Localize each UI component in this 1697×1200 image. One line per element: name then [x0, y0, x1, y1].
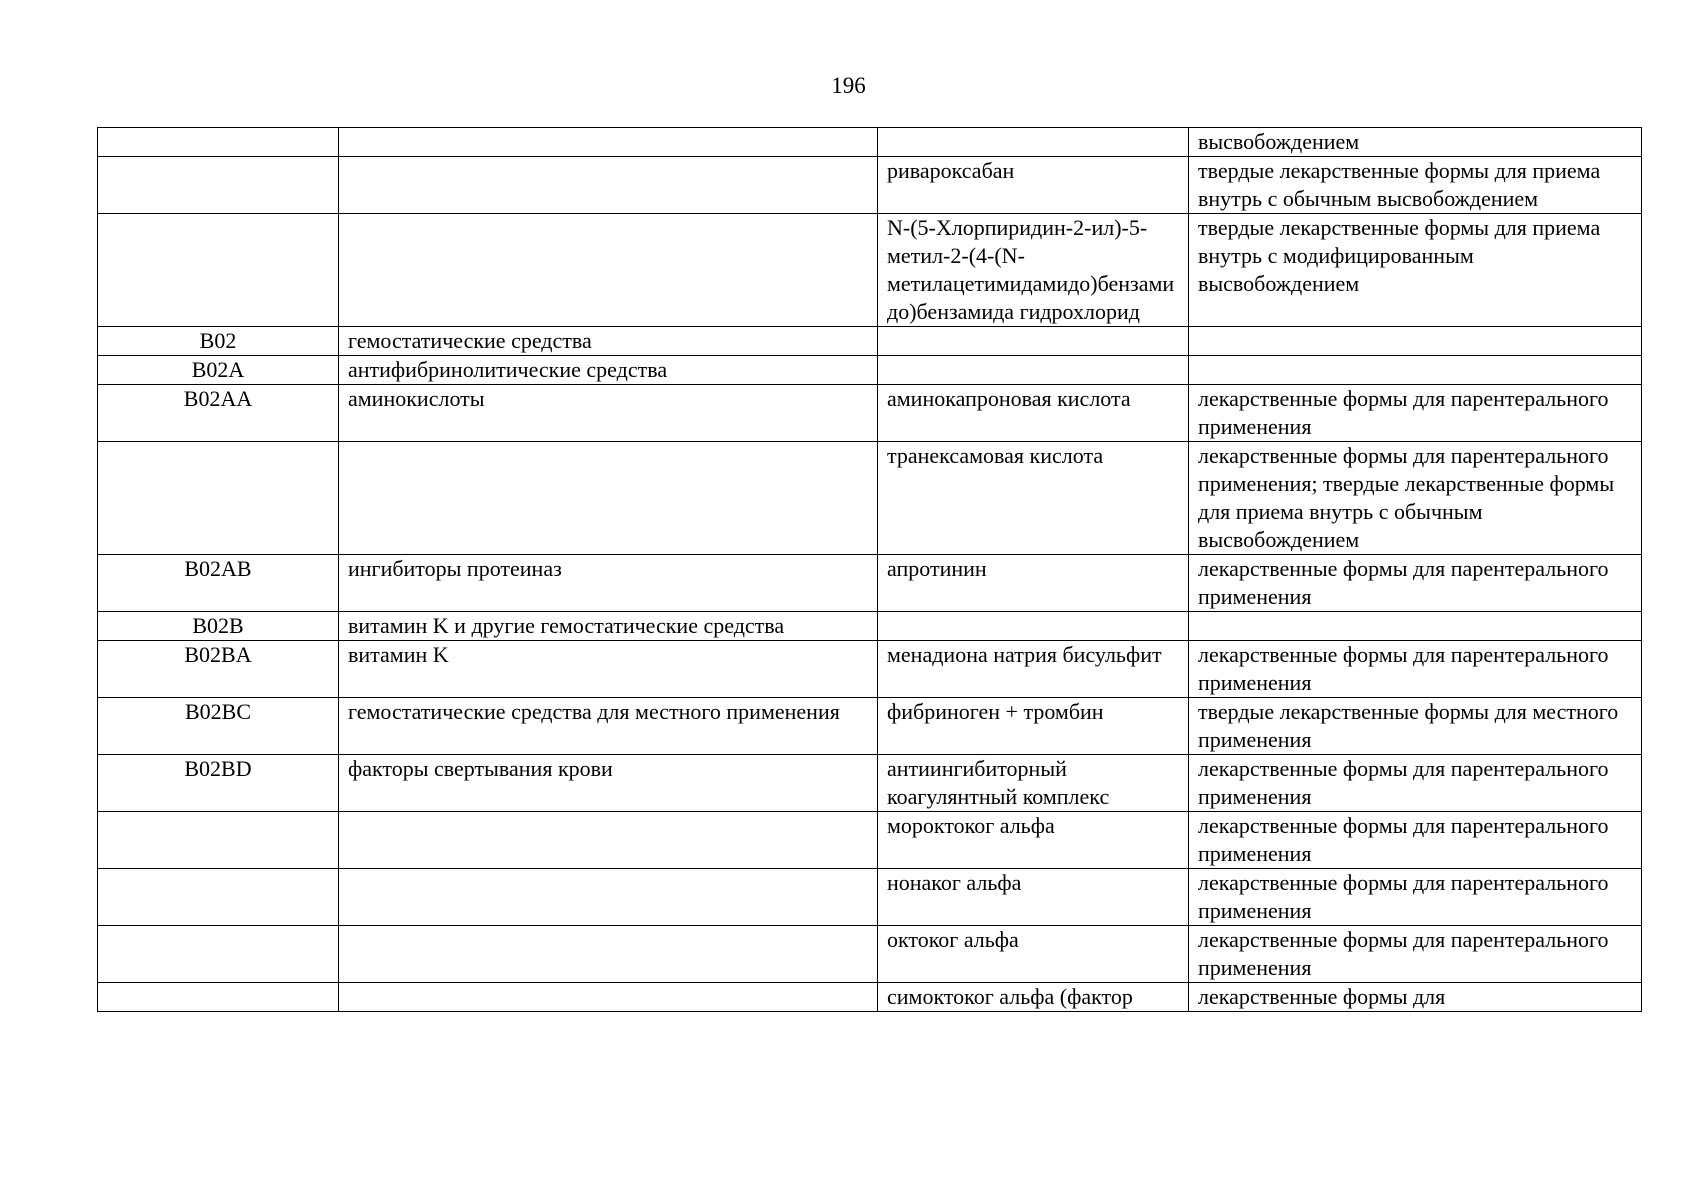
group-name-cell: витамин K и другие гемостатические средства [339, 612, 878, 641]
dosage-form-cell: лекарственные формы для парентерального применения [1189, 755, 1642, 812]
atc-code-cell [98, 869, 339, 926]
atc-code-cell [98, 812, 339, 869]
table-row [98, 612, 1642, 641]
dosage-form-cell: лекарственные формы для парентерального применения; твердые лекарственные формы для приема внутрь с обычным высвобождением [1189, 442, 1642, 555]
dosage-form-cell: лекарственные формы для парентерального применения [1189, 385, 1642, 442]
dosage-form-cell [1189, 356, 1642, 385]
drug-name-cell: N-(5-Хлорпиридин-2-ил)-5-метил-2-(4-(N-метилацетимидамидо)бензамидо)бензамида гидрохлорид [878, 214, 1189, 327]
atc-code-cell [98, 214, 339, 327]
drug-name-cell: нонаког альфа [878, 869, 1189, 926]
table-row [98, 698, 1642, 755]
table-row [98, 641, 1642, 698]
group-name-cell: гемостатические средства [339, 327, 878, 356]
table-row [98, 214, 1642, 327]
drug-name-cell: транексамовая кислота [878, 442, 1189, 555]
drug-name-cell [878, 612, 1189, 641]
group-name-cell: антифибринолитические средства [339, 356, 878, 385]
table-row [98, 869, 1642, 926]
page-number: 196 [831, 73, 866, 98]
table-row [98, 327, 1642, 356]
drug-name-cell: менадиона натрия бисульфит [878, 641, 1189, 698]
group-name-cell [339, 214, 878, 327]
dosage-form-cell [1189, 327, 1642, 356]
atc-code-cell: B02AA [98, 385, 339, 442]
table-row [98, 812, 1642, 869]
drug-name-cell: ривароксабан [878, 157, 1189, 214]
drug-name-cell: фибриноген + тромбин [878, 698, 1189, 755]
table-row [98, 385, 1642, 442]
table-row [98, 983, 1642, 1012]
table-row [98, 128, 1642, 157]
group-name-cell: гемостатические средства для местного применения [339, 698, 878, 755]
dosage-form-cell: твердые лекарственные формы для приема внутрь с обычным высвобождением [1189, 157, 1642, 214]
table-row [98, 356, 1642, 385]
dosage-form-cell: твердые лекарственные формы для приема внутрь с модифицированным высвобождением [1189, 214, 1642, 327]
table-row [98, 555, 1642, 612]
atc-code-cell: B02BA [98, 641, 339, 698]
atc-code-cell: B02BC [98, 698, 339, 755]
group-name-cell: ингибиторы протеиназ [339, 555, 878, 612]
table-row [98, 926, 1642, 983]
atc-code-cell [98, 926, 339, 983]
dosage-form-cell: твердые лекарственные формы для местного применения [1189, 698, 1642, 755]
table-row [98, 755, 1642, 812]
drug-name-cell: симоктоког альфа (фактор [878, 983, 1189, 1012]
drug-name-cell: апротинин [878, 555, 1189, 612]
drug-name-cell: октоког альфа [878, 926, 1189, 983]
atc-code-cell [98, 157, 339, 214]
group-name-cell [339, 157, 878, 214]
group-name-cell [339, 128, 878, 157]
drug-name-cell [878, 356, 1189, 385]
atc-code-cell [98, 983, 339, 1012]
dosage-form-cell: лекарственные формы для парентерального применения [1189, 812, 1642, 869]
group-name-cell: витамин K [339, 641, 878, 698]
atc-code-cell: B02AB [98, 555, 339, 612]
drug-list-table [97, 127, 1642, 1012]
drug-name-cell: антиингибиторный коагулянтный комплекс [878, 755, 1189, 812]
table-row [98, 157, 1642, 214]
atc-code-cell: B02BD [98, 755, 339, 812]
atc-code-cell: B02A [98, 356, 339, 385]
group-name-cell: аминокислоты [339, 385, 878, 442]
dosage-form-cell: лекарственные формы для [1189, 983, 1642, 1012]
atc-code-cell [98, 128, 339, 157]
dosage-form-cell [1189, 612, 1642, 641]
dosage-form-cell: лекарственные формы для парентерального применения [1189, 641, 1642, 698]
drug-name-cell: мороктоког альфа [878, 812, 1189, 869]
group-name-cell: факторы свертывания крови [339, 755, 878, 812]
dosage-form-cell: лекарственные формы для парентерального применения [1189, 926, 1642, 983]
drug-name-cell [878, 327, 1189, 356]
group-name-cell [339, 926, 878, 983]
group-name-cell [339, 812, 878, 869]
atc-code-cell: B02 [98, 327, 339, 356]
drug-name-cell [878, 128, 1189, 157]
drug-name-cell: аминокапроновая кислота [878, 385, 1189, 442]
atc-code-cell [98, 442, 339, 555]
group-name-cell [339, 442, 878, 555]
dosage-form-cell: высвобождением [1189, 128, 1642, 157]
atc-code-cell: B02B [98, 612, 339, 641]
dosage-form-cell: лекарственные формы для парентерального применения [1189, 555, 1642, 612]
dosage-form-cell: лекарственные формы для парентерального применения [1189, 869, 1642, 926]
group-name-cell [339, 869, 878, 926]
group-name-cell [339, 983, 878, 1012]
table-row [98, 442, 1642, 555]
